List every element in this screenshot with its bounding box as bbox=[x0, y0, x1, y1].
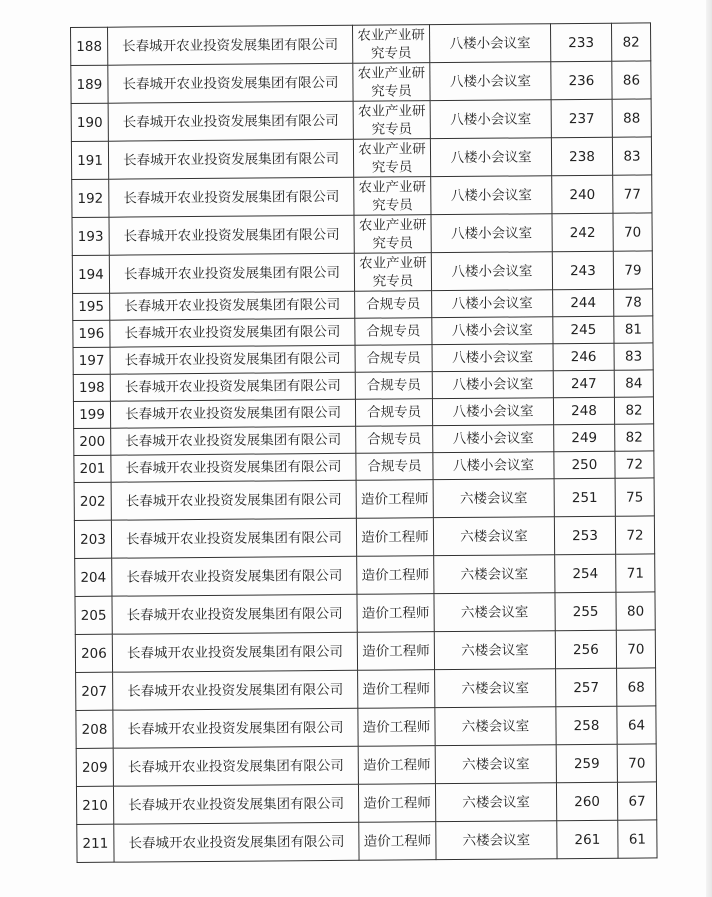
score-cell: 70 bbox=[613, 213, 652, 251]
company-name-cell: 长春城开农业投资发展集团有限公司 bbox=[112, 556, 357, 596]
table-row bbox=[75, 630, 655, 673]
table-row bbox=[72, 251, 652, 294]
company-name-cell: 长春城开农业投资发展集团有限公司 bbox=[110, 318, 355, 347]
company-name-cell: 长春城开农业投资发展集团有限公司 bbox=[111, 480, 356, 520]
row-number-cell: 190 bbox=[71, 103, 108, 141]
position-title-cell: 合规专员 bbox=[355, 372, 432, 400]
exam-room-cell: 八楼小会议室 bbox=[432, 344, 553, 372]
score-cell: 78 bbox=[614, 289, 653, 316]
company-name-cell: 长春城开农业投资发展集团有限公司 bbox=[113, 708, 358, 748]
score-cell: 80 bbox=[616, 592, 655, 630]
exam-room-cell: 六楼会议室 bbox=[433, 479, 554, 518]
seat-number-cell: 243 bbox=[552, 251, 613, 289]
table-row bbox=[77, 820, 657, 863]
table-row bbox=[72, 213, 652, 256]
company-name-cell: 长春城开农业投资发展集团有限公司 bbox=[114, 822, 359, 862]
table-row bbox=[76, 782, 656, 825]
table-row bbox=[75, 592, 655, 635]
exam-room-cell: 八楼小会议室 bbox=[431, 176, 552, 215]
row-number-cell: 210 bbox=[76, 786, 113, 824]
score-cell: 67 bbox=[617, 782, 656, 820]
table-row bbox=[71, 137, 651, 180]
seat-number-cell: 251 bbox=[554, 478, 615, 516]
company-name-cell: 长春城开农业投资发展集团有限公司 bbox=[113, 670, 358, 710]
row-number-cell: 206 bbox=[75, 634, 112, 672]
score-cell: 72 bbox=[615, 451, 654, 478]
table-row bbox=[71, 61, 651, 104]
company-name-cell: 长春城开农业投资发展集团有限公司 bbox=[112, 632, 357, 672]
row-number-cell: 208 bbox=[76, 710, 113, 748]
seat-number-cell: 259 bbox=[556, 744, 617, 782]
seat-number-cell: 242 bbox=[552, 213, 613, 251]
seat-number-cell: 260 bbox=[556, 782, 617, 820]
company-name-cell: 长春城开农业投资发展集团有限公司 bbox=[110, 291, 355, 320]
company-name-cell: 长春城开农业投资发展集团有限公司 bbox=[108, 25, 353, 65]
row-number-cell: 203 bbox=[74, 520, 111, 558]
seat-number-cell: 237 bbox=[551, 99, 612, 137]
company-name-cell: 长春城开农业投资发展集团有限公司 bbox=[113, 784, 358, 824]
score-cell: 61 bbox=[618, 820, 657, 858]
seat-number-cell: 244 bbox=[553, 289, 614, 316]
row-number-cell: 193 bbox=[72, 217, 109, 255]
position-title-cell: 合规专员 bbox=[355, 399, 432, 427]
row-number-cell: 197 bbox=[73, 347, 110, 374]
row-number-cell: 211 bbox=[77, 824, 114, 862]
table-row bbox=[74, 478, 654, 521]
table-row bbox=[71, 99, 651, 142]
company-name-cell: 长春城开农业投资发展集团有限公司 bbox=[110, 399, 355, 428]
exam-room-cell: 六楼会议室 bbox=[434, 593, 555, 632]
company-name-cell: 长春城开农业投资发展集团有限公司 bbox=[111, 518, 356, 558]
seat-number-cell: 236 bbox=[551, 61, 612, 99]
score-cell: 75 bbox=[615, 478, 654, 516]
company-name-cell: 长春城开农业投资发展集团有限公司 bbox=[113, 746, 358, 786]
score-cell: 81 bbox=[614, 316, 653, 343]
position-title-cell: 合规专员 bbox=[356, 453, 433, 481]
exam-room-cell: 八楼小会议室 bbox=[431, 214, 552, 253]
scan-edge bbox=[706, 0, 712, 897]
company-name-cell: 长春城开农业投资发展集团有限公司 bbox=[110, 345, 355, 374]
score-cell: 64 bbox=[617, 706, 656, 744]
exam-room-cell: 六楼会议室 bbox=[436, 821, 557, 860]
score-cell: 82 bbox=[614, 397, 653, 424]
position-title-cell: 合规专员 bbox=[355, 345, 432, 373]
company-name-cell: 长春城开农业投资发展集团有限公司 bbox=[111, 453, 356, 482]
score-cell: 83 bbox=[612, 137, 651, 175]
position-title-cell: 造价工程师 bbox=[356, 480, 433, 519]
exam-room-cell: 八楼小会议室 bbox=[429, 24, 550, 63]
position-title-cell: 农业产业研究专员 bbox=[353, 139, 430, 178]
row-number-cell: 196 bbox=[73, 320, 110, 347]
exam-room-cell: 八楼小会议室 bbox=[430, 62, 551, 101]
exam-room-cell: 六楼会议室 bbox=[435, 783, 556, 822]
row-number-cell: 209 bbox=[76, 748, 113, 786]
table-row bbox=[71, 23, 651, 66]
position-title-cell: 造价工程师 bbox=[357, 556, 434, 595]
score-cell: 86 bbox=[612, 61, 651, 99]
row-number-cell: 207 bbox=[76, 672, 113, 710]
row-number-cell: 205 bbox=[75, 596, 112, 634]
seat-number-cell: 257 bbox=[556, 668, 617, 706]
exam-room-cell: 六楼会议室 bbox=[433, 517, 554, 556]
seat-number-cell: 247 bbox=[553, 370, 614, 397]
seat-number-cell: 249 bbox=[554, 424, 615, 451]
seat-number-cell: 255 bbox=[555, 592, 616, 630]
seat-number-cell: 233 bbox=[550, 23, 611, 61]
exam-room-cell: 八楼小会议室 bbox=[432, 290, 553, 318]
row-number-cell: 204 bbox=[75, 558, 112, 596]
score-cell: 82 bbox=[615, 424, 654, 451]
company-name-cell: 长春城开农业投资发展集团有限公司 bbox=[112, 594, 357, 634]
row-number-cell: 192 bbox=[72, 179, 109, 217]
row-number-cell: 199 bbox=[73, 401, 110, 428]
row-number-cell: 201 bbox=[74, 455, 111, 482]
company-name-cell: 长春城开农业投资发展集团有限公司 bbox=[109, 177, 354, 217]
score-cell: 70 bbox=[616, 630, 655, 668]
score-cell: 83 bbox=[614, 343, 653, 370]
score-cell: 72 bbox=[615, 516, 654, 554]
row-number-cell: 191 bbox=[71, 141, 108, 179]
position-title-cell: 农业产业研究专员 bbox=[353, 63, 430, 102]
position-title-cell: 造价工程师 bbox=[357, 594, 434, 633]
company-name-cell: 长春城开农业投资发展集团有限公司 bbox=[108, 101, 353, 141]
row-number-cell: 202 bbox=[74, 482, 111, 520]
row-number-cell: 200 bbox=[74, 428, 111, 455]
exam-room-cell: 八楼小会议室 bbox=[432, 371, 553, 399]
seat-number-cell: 240 bbox=[552, 175, 613, 213]
seat-number-cell: 245 bbox=[553, 316, 614, 343]
row-number-cell: 195 bbox=[73, 293, 110, 320]
seat-number-cell: 258 bbox=[556, 706, 617, 744]
position-title-cell: 合规专员 bbox=[356, 426, 433, 454]
exam-room-cell: 六楼会议室 bbox=[434, 631, 555, 670]
exam-room-cell: 八楼小会议室 bbox=[433, 425, 554, 453]
score-cell: 88 bbox=[612, 99, 651, 137]
position-title-cell: 农业产业研究专员 bbox=[352, 25, 429, 64]
exam-room-cell: 六楼会议室 bbox=[435, 745, 556, 784]
company-name-cell: 长春城开农业投资发展集团有限公司 bbox=[109, 253, 354, 293]
candidate-table-body bbox=[71, 23, 658, 863]
exam-room-cell: 六楼会议室 bbox=[434, 555, 555, 594]
exam-room-cell: 八楼小会议室 bbox=[431, 252, 552, 291]
row-number-cell: 189 bbox=[71, 65, 108, 103]
position-title-cell: 造价工程师 bbox=[359, 822, 436, 861]
exam-room-cell: 八楼小会议室 bbox=[432, 317, 553, 345]
company-name-cell: 长春城开农业投资发展集团有限公司 bbox=[109, 215, 354, 255]
score-cell: 82 bbox=[611, 23, 650, 61]
table-row bbox=[75, 554, 655, 597]
score-cell: 79 bbox=[613, 251, 652, 289]
company-name-cell: 长春城开农业投资发展集团有限公司 bbox=[108, 139, 353, 179]
position-title-cell: 农业产业研究专员 bbox=[354, 253, 431, 292]
score-cell: 68 bbox=[617, 668, 656, 706]
position-title-cell: 合规专员 bbox=[355, 291, 432, 319]
exam-room-cell: 六楼会议室 bbox=[435, 669, 556, 708]
score-cell: 77 bbox=[613, 175, 652, 213]
exam-room-cell: 八楼小会议室 bbox=[430, 100, 551, 139]
exam-room-cell: 六楼会议室 bbox=[435, 707, 556, 746]
exam-room-cell: 八楼小会议室 bbox=[432, 398, 553, 426]
position-title-cell: 造价工程师 bbox=[358, 708, 435, 747]
position-title-cell: 农业产业研究专员 bbox=[354, 215, 431, 254]
score-cell: 71 bbox=[616, 554, 655, 592]
table-row bbox=[72, 175, 652, 218]
position-title-cell: 造价工程师 bbox=[356, 518, 433, 557]
candidate-table bbox=[70, 22, 658, 863]
row-number-cell: 188 bbox=[71, 27, 108, 65]
row-number-cell: 198 bbox=[73, 374, 110, 401]
company-name-cell: 长春城开农业投资发展集团有限公司 bbox=[110, 372, 355, 401]
seat-number-cell: 238 bbox=[551, 137, 612, 175]
position-title-cell: 造价工程师 bbox=[358, 784, 435, 823]
score-cell: 84 bbox=[614, 370, 653, 397]
position-title-cell: 农业产业研究专员 bbox=[353, 101, 430, 140]
position-title-cell: 造价工程师 bbox=[358, 670, 435, 709]
seat-number-cell: 254 bbox=[555, 554, 616, 592]
table-row bbox=[74, 516, 654, 559]
company-name-cell: 长春城开农业投资发展集团有限公司 bbox=[111, 426, 356, 455]
position-title-cell: 农业产业研究专员 bbox=[354, 177, 431, 216]
row-number-cell: 194 bbox=[72, 255, 109, 293]
position-title-cell: 造价工程师 bbox=[358, 746, 435, 785]
position-title-cell: 合规专员 bbox=[355, 318, 432, 346]
position-title-cell: 造价工程师 bbox=[357, 632, 434, 671]
table-row bbox=[76, 744, 656, 787]
table-row bbox=[76, 706, 656, 749]
exam-room-cell: 八楼小会议室 bbox=[430, 138, 551, 177]
seat-number-cell: 253 bbox=[554, 516, 615, 554]
seat-number-cell: 261 bbox=[557, 820, 618, 858]
exam-room-cell: 八楼小会议室 bbox=[433, 452, 554, 480]
seat-number-cell: 248 bbox=[553, 397, 614, 424]
seat-number-cell: 250 bbox=[554, 451, 615, 478]
seat-number-cell: 256 bbox=[555, 630, 616, 668]
seat-number-cell: 246 bbox=[553, 343, 614, 370]
company-name-cell: 长春城开农业投资发展集团有限公司 bbox=[108, 63, 353, 103]
table-row bbox=[76, 668, 656, 711]
score-cell: 70 bbox=[617, 744, 656, 782]
